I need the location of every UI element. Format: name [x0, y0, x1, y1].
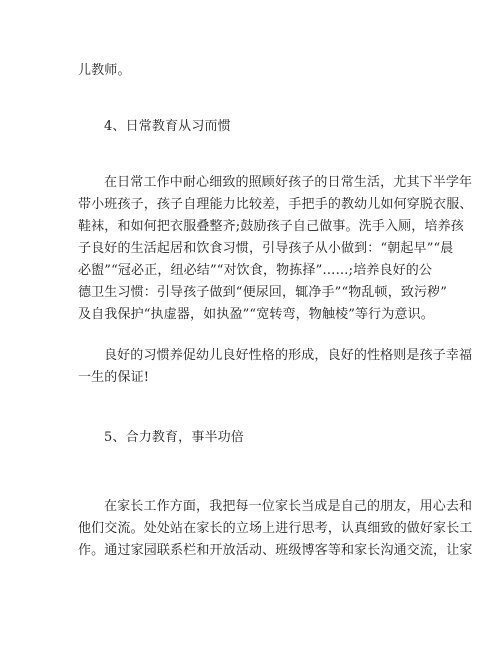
paragraph-line: 德卫生习惯：引导孩子做到“便尿回，辄净手”“物乱顿，致污秽”	[78, 285, 448, 300]
paragraph-line: 子良好的生活起居和饮食习惯，引导孩子从小做到：“朝起早”“晨	[78, 241, 454, 256]
paragraph-line: 带小班孩子，孩子自理能力比较差，手把手的教幼儿如何穿脱衣服、	[78, 197, 473, 212]
top-fragment	[78, 60, 438, 82]
paragraph-line: 良好的习惯养促幼儿良好性格的形成，良好的性格则是孩子幸福	[104, 348, 473, 363]
section-heading: 5、合力教育，事半功倍	[104, 430, 244, 445]
section-4-paragraph-1	[78, 172, 473, 326]
paragraph-line: 他们交流。处处站在家长的立场上进行思考，认真细致的做好家长工	[78, 521, 473, 536]
paragraph-line: 必盥”“冠必正，纽必结”“对饮食，物拣择”……;培养良好的公	[78, 263, 433, 278]
section-5-heading	[78, 427, 464, 449]
section-5-paragraph-1	[78, 496, 473, 562]
section-heading: 4、日常教育从习而惯	[104, 119, 231, 134]
paragraph-line: 一生的保证!	[78, 370, 150, 385]
section-4-paragraph-2	[78, 345, 473, 389]
paragraph-line: 在家长工作方面，我把每一位家长当成是自己的朋友，用心去和	[104, 499, 473, 514]
paragraph-line: 及自我保护“执虚器，如执盈”“宽转弯，物触棱”等行为意识。	[78, 307, 434, 322]
paragraph-line: 鞋袜，和如何把衣服叠整齐;鼓励孩子自己做事。洗手入厕，培养孩	[78, 219, 464, 234]
paragraph-line: 儿教师。	[78, 63, 131, 78]
paragraph-line: 作。通过家园联系栏和开放活动、班级博客等和家长沟通交流，让家	[78, 543, 473, 558]
paragraph-line: 在日常工作中耐心细致的照顾好孩子的日常生活，尤其下半学年	[104, 175, 473, 190]
section-4-heading	[78, 116, 464, 138]
